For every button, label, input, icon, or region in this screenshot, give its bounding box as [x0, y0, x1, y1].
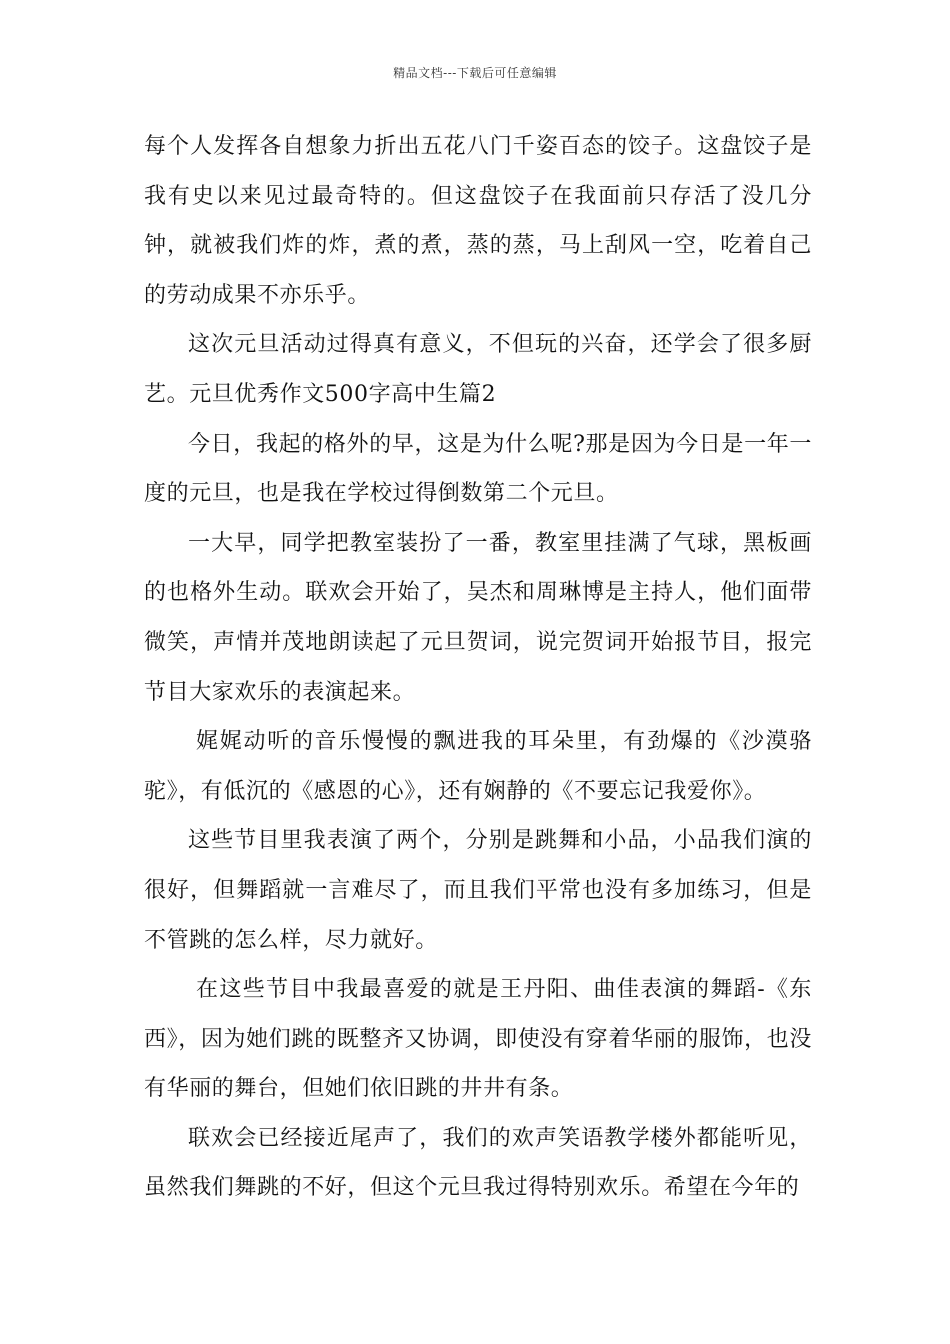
paragraph-2: 这次元旦活动过得真有意义，不但玩的兴奋，还学会了很多厨艺。元旦优秀作文500字高中生篇2 [144, 332, 812, 407]
document-body [144, 122, 812, 1213]
paragraph-3: 今日，我起的格外的早，这是为什么呢?那是因为今日是一年一度的元旦，也是我在学校过得倒数第二个元旦。 [144, 431, 812, 507]
paragraph-8: 联欢会已经接近尾声了，我们的欢声笑语教学楼外都能听见，虽然我们舞跳的不好，但这个元旦我过得特别欢乐。希望在今年的 [144, 1125, 812, 1201]
paragraph-1: 每个人发挥各自想象力折出五花八门千姿百态的饺子。这盘饺子是我有史以来见过最奇特的。但这盘饺子在我面前只存活了没几分钟，就被我们炸的炸，煮的煮，蒸的蒸，马上刮风一空，吃着自己的劳动成果不亦乐乎。 [144, 134, 812, 308]
paragraph-7: 在这些节目中我最喜爱的就是王丹阳、曲佳表演的舞蹈-《东西》，因为她们跳的既整齐又协调，即使没有穿着华丽的服饰，也没有华丽的舞台，但她们依旧跳的井井有条。 [144, 977, 812, 1102]
paragraph-6: 这些节目里我表演了两个，分别是跳舞和小品，小品我们演的很好，但舞蹈就一言难尽了，而且我们平常也没有多加练习，但是不管跳的怎么样，尽力就好。 [144, 828, 812, 953]
paragraph-4: 一大早，同学把教室装扮了一番，教室里挂满了气球，黑板画的也格外生动。联欢会开始了，吴杰和周琳博是主持人，他们面带微笑，声情并茂地朗读起了元旦贺词，说完贺词开始报节目，报完节目大家欢乐的表演起来。 [144, 530, 812, 705]
paragraph-5: 娓娓动听的音乐慢慢的飘进我的耳朵里，有劲爆的《沙漠骆驼》，有低沉的《感恩的心》，还有娴静的《不要忘记我爱你》。 [144, 729, 812, 804]
page-header: 精品文档---下载后可任意编辑 [393, 66, 557, 80]
